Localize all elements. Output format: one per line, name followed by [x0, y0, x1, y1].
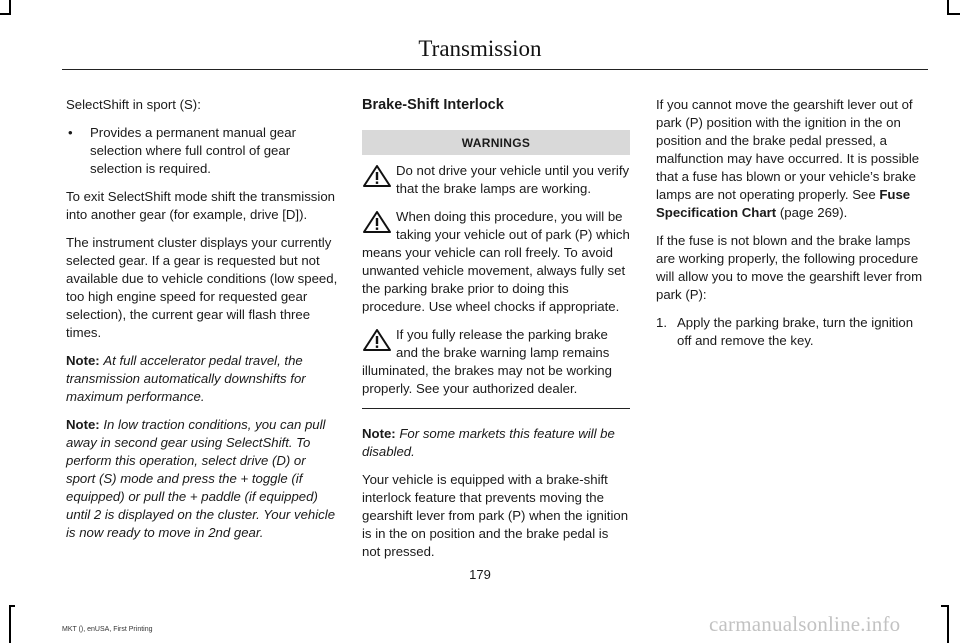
- header-rule: [62, 69, 928, 70]
- exit-selectshift-paragraph: To exit SelectShift mode shift the transmission into another gear (for example, drive [D]).: [66, 189, 335, 222]
- note-text: In low traction conditions, you can pull away in second gear using SelectShift. To perform this operation, select drive (D) or sport (S) mode and press the + toggle (if equipped) or pull the + paddle (if equipped) until 2 is displayed on the cluster. Your vehicle is now ready to move in 2nd gear.: [66, 417, 336, 540]
- note-label: Note:: [66, 353, 100, 368]
- crop-mark-top-right-h: [947, 13, 960, 15]
- warnings-header: WARNINGS: [362, 130, 630, 155]
- procedure-step: [656, 314, 928, 350]
- warning-triangle-icon: [362, 328, 392, 352]
- fuse-chart-link[interactable]: Fuse Specification Chart: [656, 187, 911, 220]
- bullet-mark: •: [68, 125, 73, 140]
- bullet-item: [66, 124, 338, 178]
- column-right: [656, 96, 928, 350]
- warnings-end-rule: [362, 408, 630, 409]
- crop-mark-bottom-right-h: [941, 605, 949, 607]
- note-accelerator: [66, 352, 338, 406]
- note-text: At full accelerator pedal travel, the transmission automatically downshifts for maximum performance.: [66, 353, 306, 404]
- selectshift-sport-intro: SelectShift in sport (S):: [66, 97, 201, 112]
- column-left: [66, 96, 338, 552]
- crop-mark-bottom-left-h: [9, 605, 15, 607]
- warning-triangle-icon: [362, 210, 392, 234]
- warning-item: [362, 326, 630, 398]
- crop-mark-top-left: [9, 0, 11, 14]
- watermark-text: carmanualsonline.info: [709, 612, 901, 636]
- note-label: Note:: [66, 417, 100, 432]
- warning-text: When doing this procedure, you will be taking your vehicle out of park (P) which means your vehicle can roll freely. To avoid unwanted vehicle movement, always fully set the parking brake prior to doing this procedure. Use wheel chocks if appropriate.: [362, 209, 630, 314]
- note-text: For some markets this feature will be disabled.: [362, 426, 615, 459]
- note-markets: [362, 425, 630, 461]
- bullet-text: Provides a permanent manual gear selection where full control of gear selection is required.: [90, 125, 296, 176]
- section-title-brake-shift-interlock: Brake-Shift Interlock: [362, 97, 504, 113]
- crop-mark-top-right: [947, 0, 949, 14]
- crop-mark-top-left-h: [0, 13, 11, 15]
- malfunction-paragraph: [656, 96, 928, 222]
- crop-mark-bottom-right: [947, 605, 949, 643]
- warning-text: Do not drive your vehicle until you verify that the brake lamps are working.: [396, 163, 630, 196]
- step-text: Apply the parking brake, turn the ignition off and remove the key.: [677, 315, 914, 348]
- cluster-display-paragraph: The instrument cluster displays your currently selected gear. If a gear is requested but not available due to vehicle conditions (low speed, too high engine speed for requested gear selection), the current gear will flash three times.: [66, 235, 338, 340]
- crop-mark-bottom-left: [9, 605, 11, 643]
- warning-item: [362, 162, 630, 198]
- page-number: 179: [469, 567, 491, 582]
- warning-item: [362, 208, 630, 316]
- malfunction-text: If you cannot move the gearshift lever out of park (P) position with the ignition in the on position and the brake pedal pressed, a malfunction may have occurred. It is possible that a fuse has blown or your vehicle’s brake lamps are not operating properly. See: [656, 97, 920, 202]
- note-label: Note:: [362, 426, 396, 441]
- procedure-intro: If the fuse is not blown and the brake lamps are working properly, the following procedure will allow you to move the gearshift lever from park (P):: [656, 233, 923, 302]
- column-middle: [362, 96, 630, 571]
- step-number: 1.: [656, 315, 667, 330]
- page-reference: (page 269).: [779, 205, 848, 220]
- interlock-description: Your vehicle is equipped with a brake-shift interlock feature that prevents moving the gearshift lever from park (P) when the ignition is in the on position and the brake pedal is not pressed.: [362, 472, 629, 559]
- note-low-traction: [66, 416, 338, 542]
- page-title: Transmission: [418, 36, 542, 61]
- warning-triangle-icon: [362, 164, 392, 188]
- edition-footer: MKT (), enUSA, First Printing: [62, 626, 153, 633]
- warning-text: If you fully release the parking brake and the brake warning lamp remains illuminated, the brakes may not be working properly. See your authorized dealer.: [362, 327, 612, 396]
